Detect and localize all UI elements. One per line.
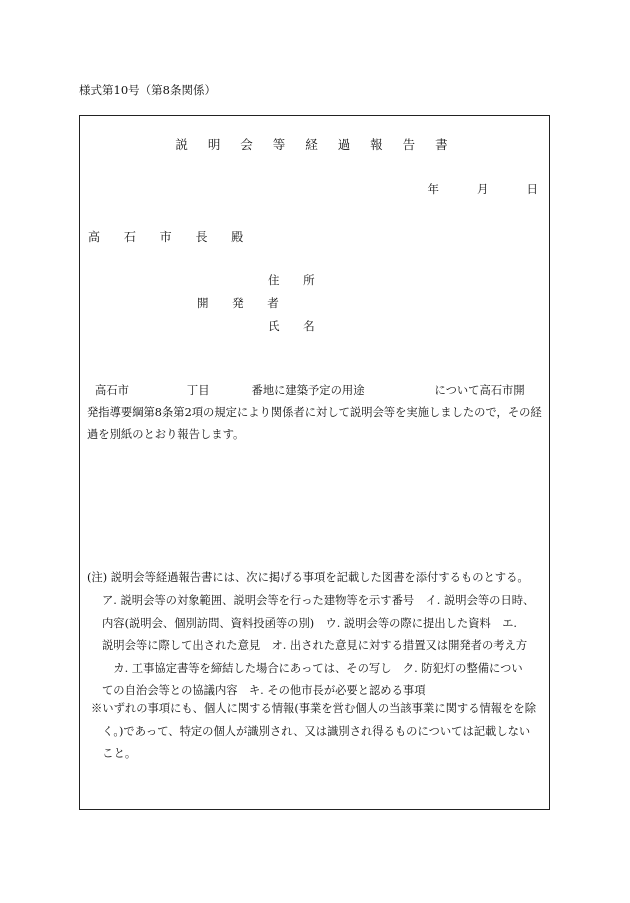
date-month: 月 <box>477 182 489 196</box>
date-year: 年 <box>427 182 439 196</box>
address-label: 住 所 <box>268 273 325 287</box>
note-items <box>102 590 548 703</box>
date-line <box>80 181 538 197</box>
note-line: ア. 説明会等の対象範囲、説明会等を行った建物等を示す番号 イ. 説明会等の日時、 <box>102 594 535 607</box>
note-line: ての自治会等との協議内容 キ. その他市長が必要と認める事項 <box>102 684 426 697</box>
developer-label: 開 発 者 <box>197 296 289 310</box>
date-day: 日 <box>526 182 538 196</box>
note-line: 内容(説明会、個別訪問、資料投函等の別) ウ. 説明会等の際に提出した資料 エ. <box>102 616 517 630</box>
privacy-note <box>91 698 546 766</box>
form-number: 様式第10号（第8条関係） <box>79 83 216 97</box>
body-paragraph <box>87 380 547 446</box>
addressee: 高 石 市 長 殿 <box>88 230 254 244</box>
note-line: カ. 工事協定書等を締結した場合にあっては、その写し ク. 防犯灯の整備につい <box>102 661 523 675</box>
body-line-3: 過を別紙のとおり報告します。 <box>87 428 245 441</box>
privacy-note-line: く。)であって、特定の個人が識別され、又は識別され得るものについては記載しない <box>91 724 531 738</box>
body-line-1 <box>87 380 547 402</box>
name-label: 氏 名 <box>268 319 325 333</box>
body-banchi: 番地に建築予定の用途 <box>251 384 365 397</box>
privacy-note-line: こと。 <box>91 747 137 760</box>
note-line: 説明会等に際して出された意見 オ. 出された意見に対する措置又は開発者の考え方 <box>102 639 528 652</box>
document-title: 説 明 会 等 経 過 報 告 書 <box>175 137 456 152</box>
report-frame <box>79 115 550 810</box>
note-head: (注) 説明会等経過報告書には、次に掲げる事項を記載した図書を添付するものとする。 <box>87 571 529 584</box>
body-line-2: 発指導要綱第8条第2項の規定により関係者に対して説明会等を実施しましたので，その経 <box>87 406 542 419</box>
body-city: 高石市 <box>95 384 129 397</box>
body-line1-end: について高石市開 <box>434 384 525 397</box>
body-chome: 丁目 <box>186 384 210 397</box>
privacy-note-line: ※いずれの事項にも、個人に関する情報(事業を営む個人の当該事業に関する情報をを除 <box>91 702 536 715</box>
